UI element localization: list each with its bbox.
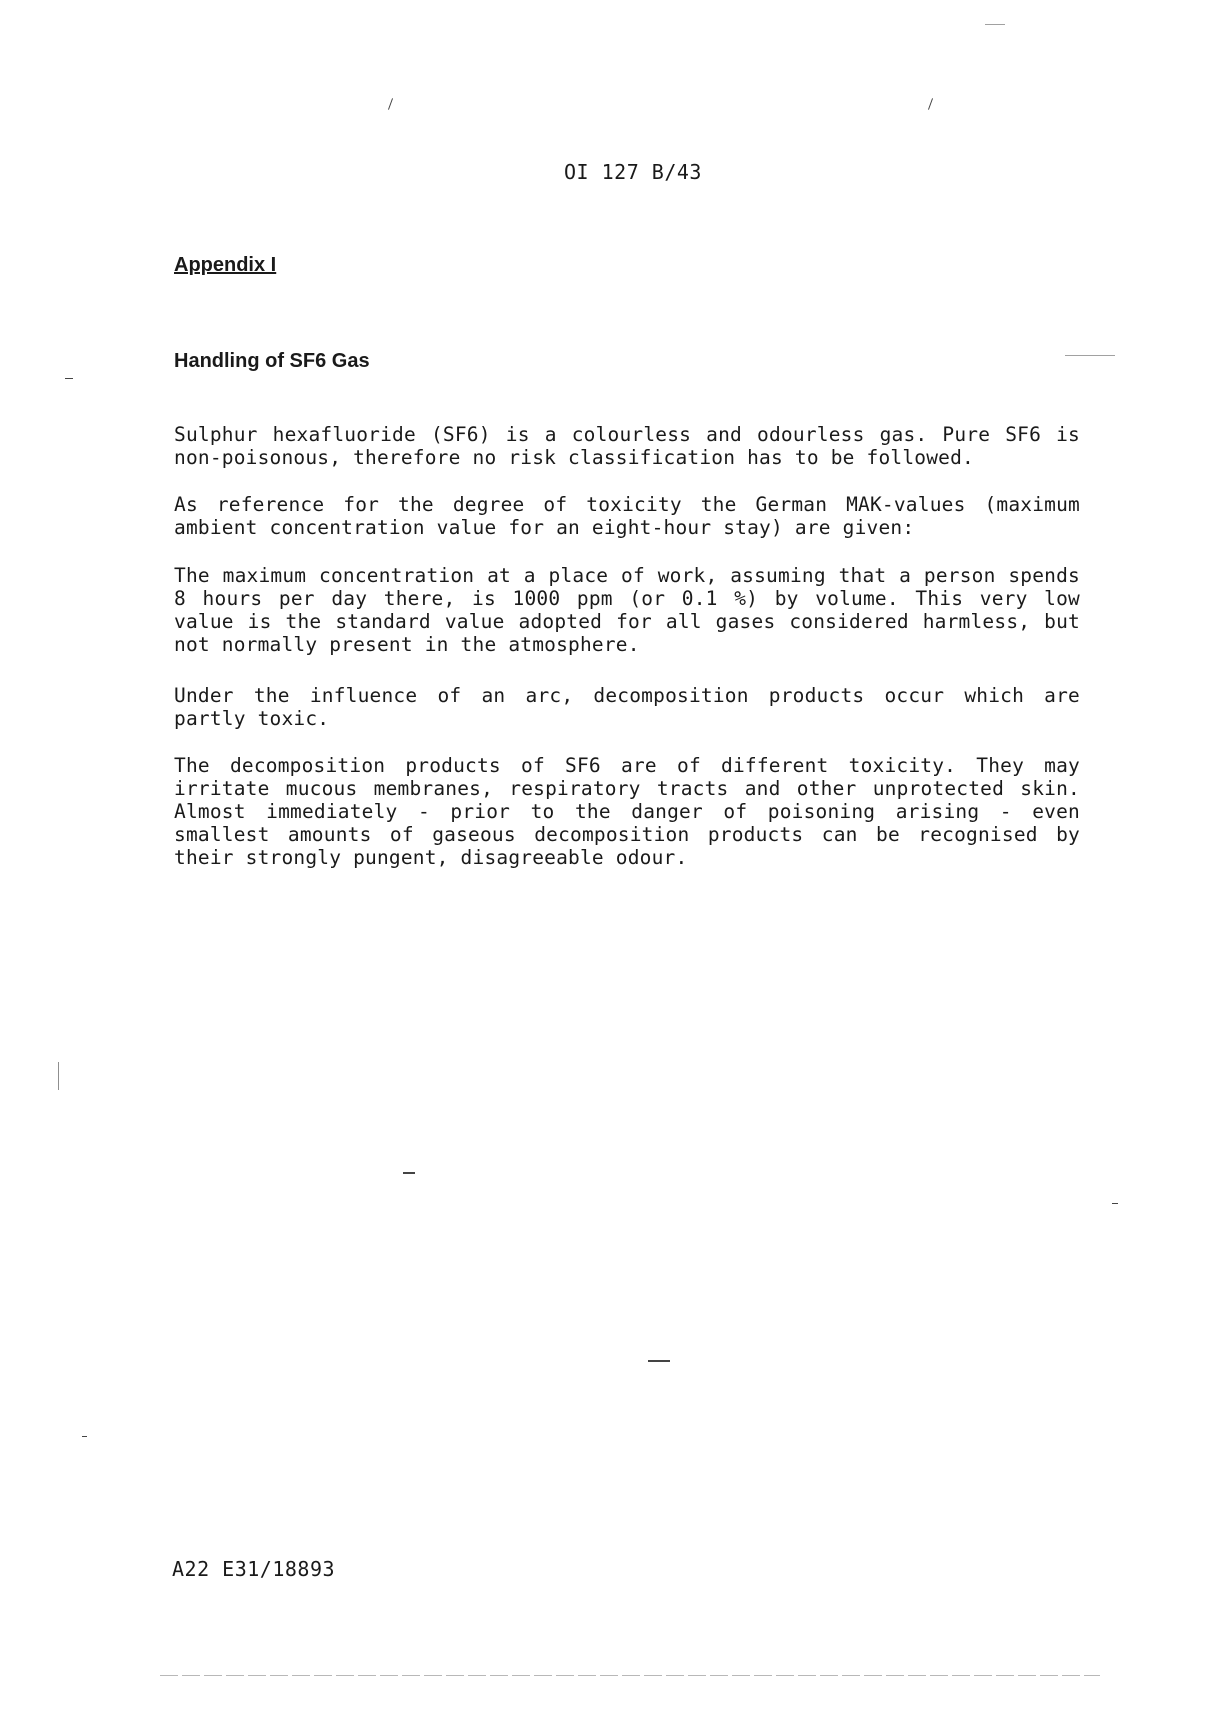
paragraph-5: The decomposition products of SF6 are of different toxicity. They may irritate mucous membranes, respiratory tracts and other unprotected skin. Almost immediately - prior to the danger of poisoning arising - even smallest amounts of gaseous decomposition products can be recognised by their strongly pungent, disagreeable odour. [174,754,1080,869]
scan-speck [388,98,393,110]
paragraph-2: As reference for the degree of toxicity the German MAK-values (maximum ambient concentration value for an eight-hour stay) are given: [174,493,1080,539]
scan-speck [82,1436,87,1437]
scan-speck [58,1062,59,1090]
section-heading: Handling of SF6 Gas [174,350,370,372]
paragraph-4: Under the influence of an arc, decomposition products occur which are partly toxic. [174,684,1080,730]
scan-speck [928,98,933,110]
scan-edge-line [160,1675,1100,1676]
scan-speck [648,1360,670,1362]
scan-speck [1112,1203,1118,1204]
document-reference-bottom: A22 E31/18893 [172,1557,336,1581]
scan-speck [403,1172,415,1174]
appendix-title: Appendix I [174,254,277,276]
scan-speck [1065,355,1115,356]
scan-speck [985,24,1005,25]
scan-speck [65,378,73,379]
paragraph-3: The maximum concentration at a place of work, assuming that a person spends 8 hours per day there, is 1000 ppm (or 0.1 %) by volume. This very low value is the standard value adopted for all gases considered harmless, but not normally present in the atmosphere. [174,564,1080,656]
paragraph-1: Sulphur hexafluoride (SF6) is a colourless and odourless gas. Pure SF6 is non-poisonous, therefore no risk classification has to be followed. [174,423,1080,469]
document-reference-top: OI 127 B/43 [564,160,702,184]
